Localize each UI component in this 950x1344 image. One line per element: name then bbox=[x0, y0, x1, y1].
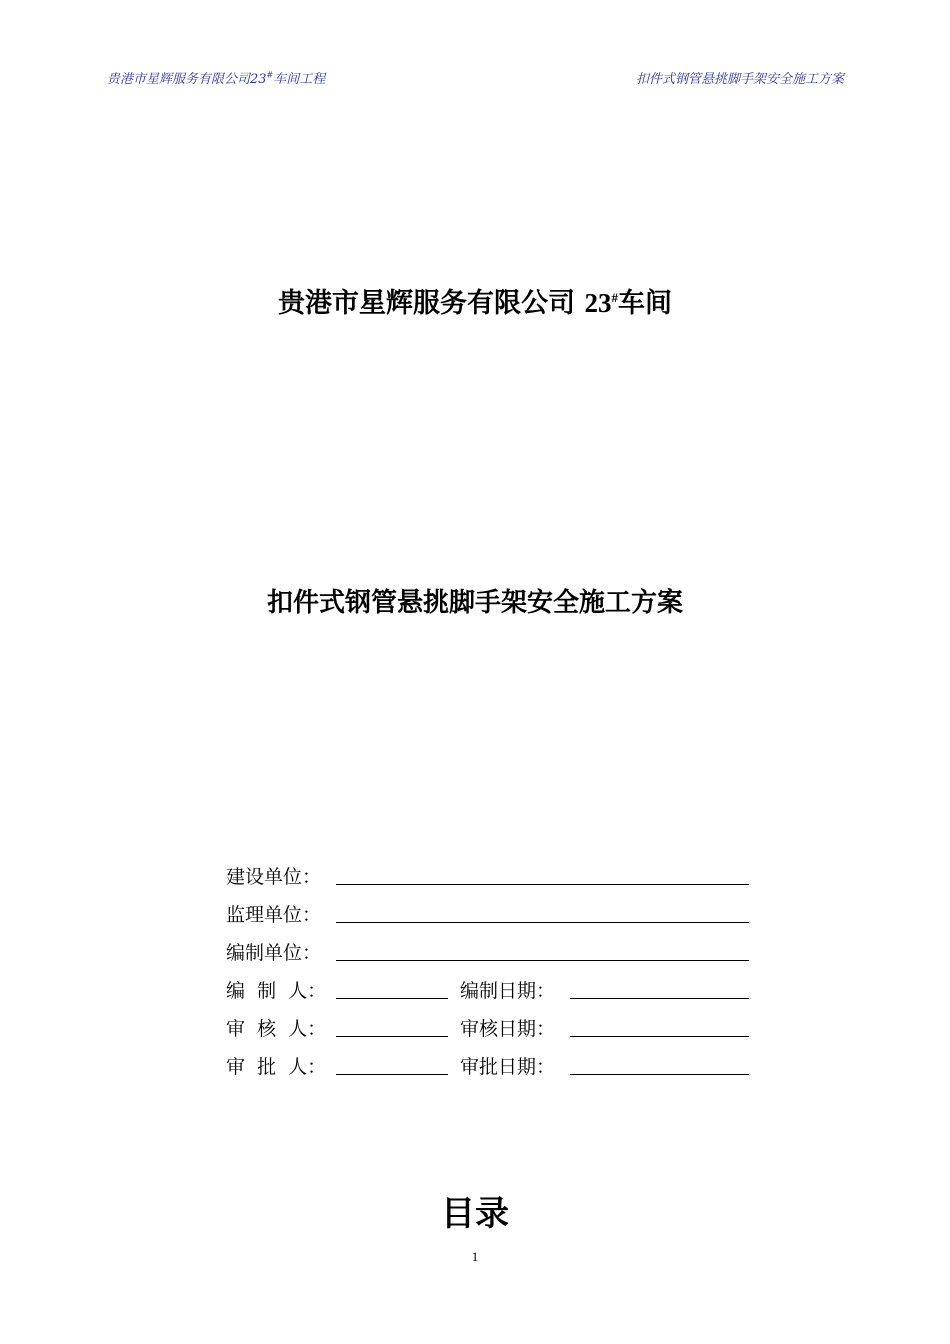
running-header-right: 扣件式钢管悬挑脚手架安全施工方案 bbox=[635, 72, 844, 87]
project-title: 贵港市星辉服务有限公司 23#车间 bbox=[278, 288, 672, 319]
compile-date-label: 编制日期： bbox=[460, 980, 556, 1002]
review-date-label: 审核日期： bbox=[460, 1018, 556, 1040]
compiler-field[interactable] bbox=[336, 998, 448, 999]
compiler-label: 编 制 人： bbox=[226, 980, 327, 1002]
compile-unit-field[interactable] bbox=[336, 960, 749, 961]
review-date-field[interactable] bbox=[570, 1036, 749, 1037]
signature-form bbox=[226, 860, 756, 1088]
approver-field[interactable] bbox=[336, 1074, 448, 1075]
compile-unit-row bbox=[226, 936, 756, 974]
running-header-left: 贵港市星辉服务有限公司23#车间工程 bbox=[107, 70, 326, 87]
toc-heading: 目录 bbox=[441, 1194, 509, 1234]
approver-row bbox=[226, 1050, 756, 1088]
supervision-unit-label: 监理单位： bbox=[226, 904, 322, 926]
approve-date-field[interactable] bbox=[570, 1074, 749, 1075]
construction-unit-field[interactable] bbox=[336, 884, 749, 885]
compile-date-field[interactable] bbox=[570, 998, 749, 999]
compile-unit-label: 编制单位： bbox=[226, 942, 322, 964]
supervision-unit-field[interactable] bbox=[336, 922, 749, 923]
reviewer-field[interactable] bbox=[336, 1036, 448, 1037]
document-title: 扣件式钢管悬挑脚手架安全施工方案 bbox=[266, 588, 683, 618]
page-number: 1 bbox=[471, 1249, 479, 1264]
approver-label: 审 批 人： bbox=[226, 1056, 327, 1078]
supervision-unit-row bbox=[226, 898, 756, 936]
construction-unit-label: 建设单位： bbox=[226, 866, 322, 888]
reviewer-label: 审 核 人： bbox=[226, 1018, 327, 1040]
construction-unit-row bbox=[226, 860, 756, 898]
approve-date-label: 审批日期： bbox=[460, 1056, 556, 1078]
compiler-row bbox=[226, 974, 756, 1012]
reviewer-row bbox=[226, 1012, 756, 1050]
